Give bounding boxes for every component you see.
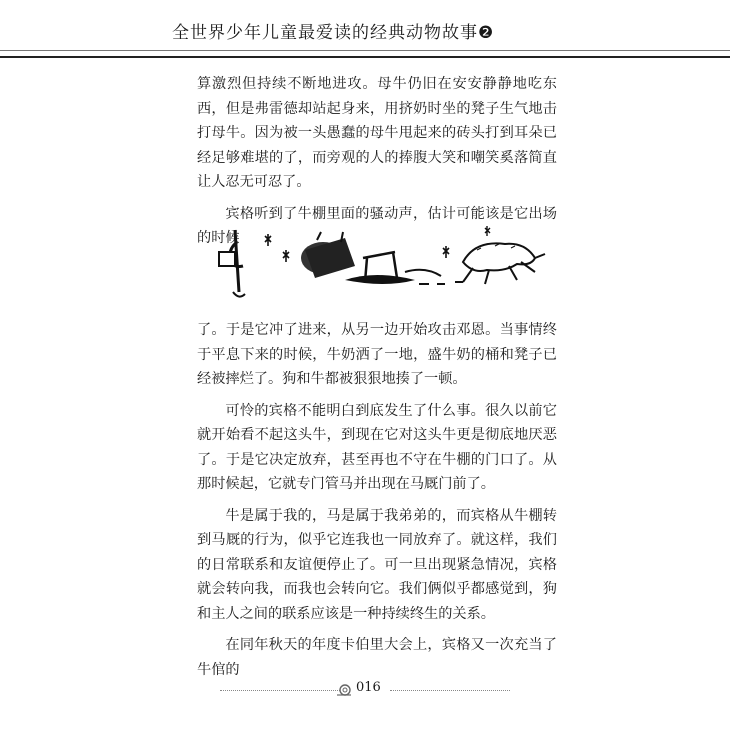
page-footer: [0, 676, 730, 706]
paragraph: 在同年秋天的年度卡伯里大会上，宾格又一次充当了牛倌的: [197, 637, 557, 678]
illustration-icon: [205, 222, 550, 302]
snail-icon: [336, 682, 352, 698]
footer-rule-left: [220, 690, 340, 692]
text-section-bottom: [197, 318, 557, 689]
page-number: 016: [356, 680, 381, 695]
book-title: 全世界少年儿童最爱读的经典动物故事❷: [172, 23, 495, 43]
footer-rule-right: [390, 690, 510, 692]
header-rule: [0, 50, 730, 51]
paragraph: 可怜的宾格不能明白到底发生了什么事。很久以前它就开始看不起这头牛，到现在它对这头牛更是彻底地厌恶了。于是它决定放弃，甚至再也不守在牛棚的门口了。从那时候起，它就专门管马并出现在马厩门前了。: [197, 402, 557, 492]
page-header: [0, 12, 730, 58]
paragraph: 算激烈但持续不断地进攻。母牛仍旧在安安静静地吃东西，但是弗雷德却站起身来，用挤奶时坐的凳子生气地击打母牛。因为被一头愚蠢的母牛甩起来的砖头打到耳朵已经足够难堪的了，而旁观的人的捧腹大笑和嘲笑奚落简直让人忍无可忍了。: [197, 76, 557, 190]
paragraph: 牛是属于我的，马是属于我弟弟的，而宾格从牛棚转到马厩的行为，似乎它连我也一同放弃了。就这样，我们的日常联系和友谊便停止了。可一旦出现紧急情况，宾格就会转向我，而我也会转向它。我们俩似乎都感觉到，狗和主人之间的联系应该是一种持续终生的关系。: [197, 507, 557, 622]
paragraph: 了。于是它冲了进来，从另一边开始攻击邓恩。当事情终于平息下来的时候，牛奶洒了一地，盛牛奶的桶和凳子已经被摔烂了。狗和牛都被狠狠地揍了一顿。: [197, 322, 557, 387]
paragraph: 宾格听到了牛棚里面的骚动声，估计可能该是它出场的时候: [197, 205, 557, 246]
